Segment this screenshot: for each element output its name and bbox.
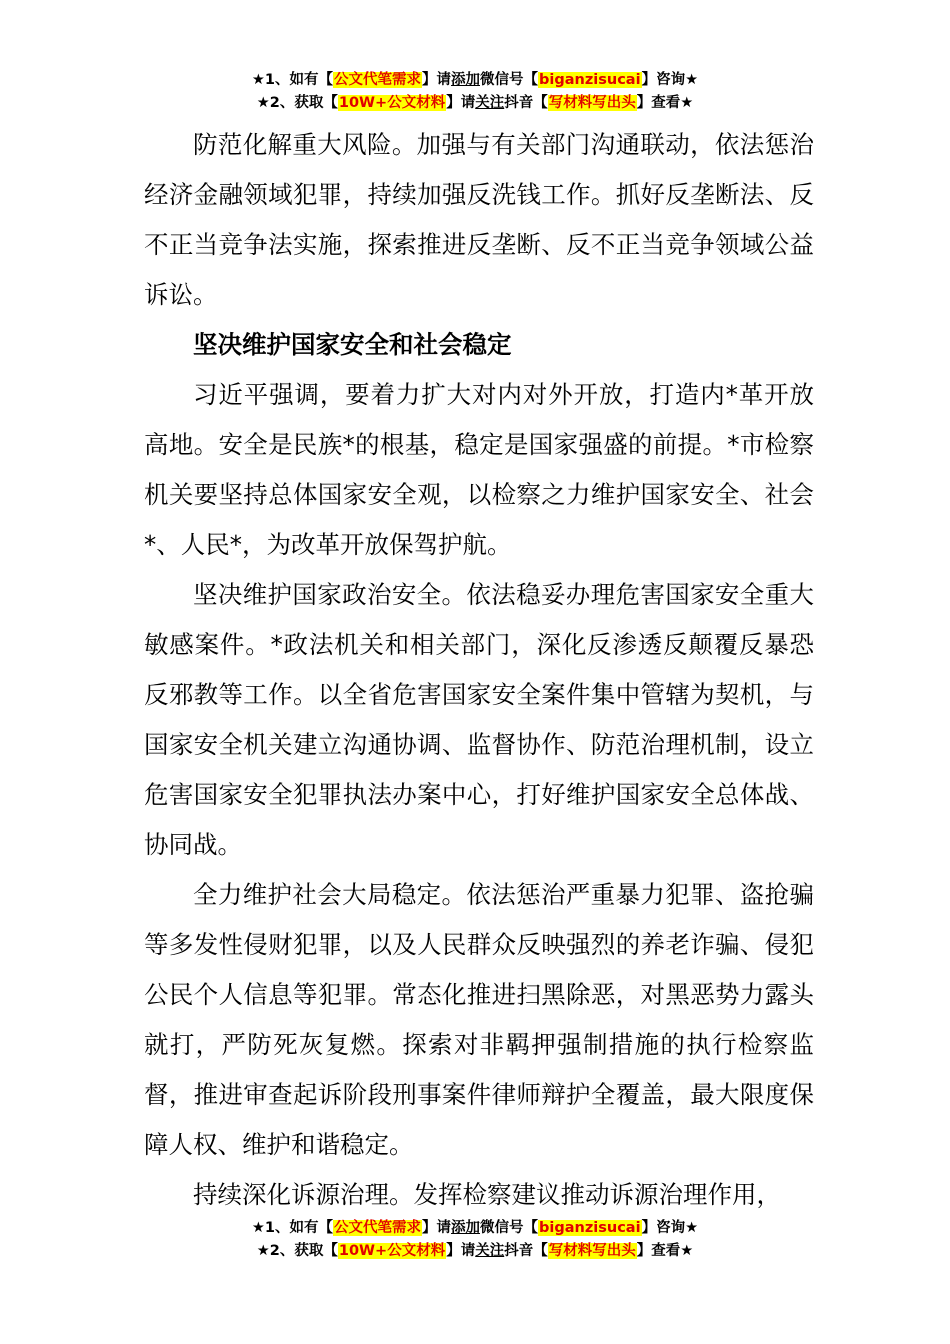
promo-text: ★1、如有【 [251,72,334,88]
promo-text: 抖音【 [504,95,548,111]
highlight-wechat-id: biganzisucai [539,1220,641,1236]
promo-text: 】请 [422,72,452,88]
promo-text: 微信号【 [480,1220,539,1236]
paragraph-risk-prevention: 防范化解重大风险。加强与有关部门沟通联动，依法惩治经济金融领域犯罪，持续加强反洗钱工作。抓好反垄断法、反不正当竞争法实施，探索推进反垄断、反不正当竞争领域公益诉讼。 [144,130,814,309]
promo-footer [0,1218,950,1264]
promo-text: ★2、获取【 [256,95,338,111]
underline-follow: 关注 [475,1243,505,1259]
promo-text: 】咨询★ [641,1220,699,1236]
promo-text: ★1、如有【 [251,1220,334,1236]
highlight-wechat-id: biganzisucai [539,72,641,88]
promo-line-2 [0,1241,950,1264]
section-heading: 坚决维护国家安全和社会稳定 [193,330,512,359]
promo-text: 】咨询★ [641,72,699,88]
promo-text: 】请 [422,1220,452,1236]
promo-header [0,70,950,116]
highlight-service: 公文代笔需求 [334,1220,422,1236]
highlight-materials: 10W+公文材料 [338,1243,446,1259]
promo-text: 微信号【 [480,72,539,88]
promo-text: 】请 [446,95,476,111]
promo-line-1 [0,1218,950,1241]
promo-line-2 [0,93,950,116]
document-body [144,120,814,1220]
highlight-douyin-account: 写材料写出头 [548,1243,636,1259]
highlight-materials: 10W+公文材料 [338,95,446,111]
highlight-douyin-account: 写材料写出头 [548,95,636,111]
paragraph-social-stability: 全力维护社会大局稳定。依法惩治严重暴力犯罪、盗抢骗等多发性侵财犯罪，以及人民群众反映强烈的养老诈骗、侵犯公民个人信息等犯罪。常态化推进扫黑除恶，对黑恶势力露头就打，严防死灰复燃。探索对非羁押强制措施的执行检察监督，推进审查起诉阶段刑事案件律师辩护全覆盖，最大限度保障人权、维护和谐稳定。 [144,880,814,1159]
paragraph-political-security: 坚决维护国家政治安全。依法稳妥办理危害国家安全重大敏感案件。*政法机关和相关部门，深化反渗透反颠覆反暴恐反邪教等工作。以全省危害国家安全案件集中管辖为契机，与国家安全机关建立沟通协调、监督协作、防范治理机制，设立危害国家安全犯罪执法办案中心，打好维护国家安全总体战、协同战。 [144,580,814,859]
promo-text: 】请 [446,1243,476,1259]
underline-add: 添加 [451,1220,481,1236]
highlight-service: 公文代笔需求 [334,72,422,88]
underline-add: 添加 [451,72,481,88]
promo-text: ★2、获取【 [256,1243,338,1259]
underline-follow: 关注 [475,95,505,111]
paragraph-source-governance: 持续深化诉源治理。发挥检察建议推动诉源治理作用， [193,1180,781,1209]
promo-text: 】查看★ [636,1243,694,1259]
paragraph-security-intro: 习近平强调，要着力扩大对内对外开放，打造内*革开放高地。安全是民族*的根基，稳定是国家强盛的前提。*市检察机关要坚持总体国家安全观，以检察之力维护国家安全、社会*、人民*，为改革开放保驾护航。 [144,380,814,559]
promo-text: 】查看★ [636,95,694,111]
promo-text: 抖音【 [504,1243,548,1259]
promo-line-1 [0,70,950,93]
